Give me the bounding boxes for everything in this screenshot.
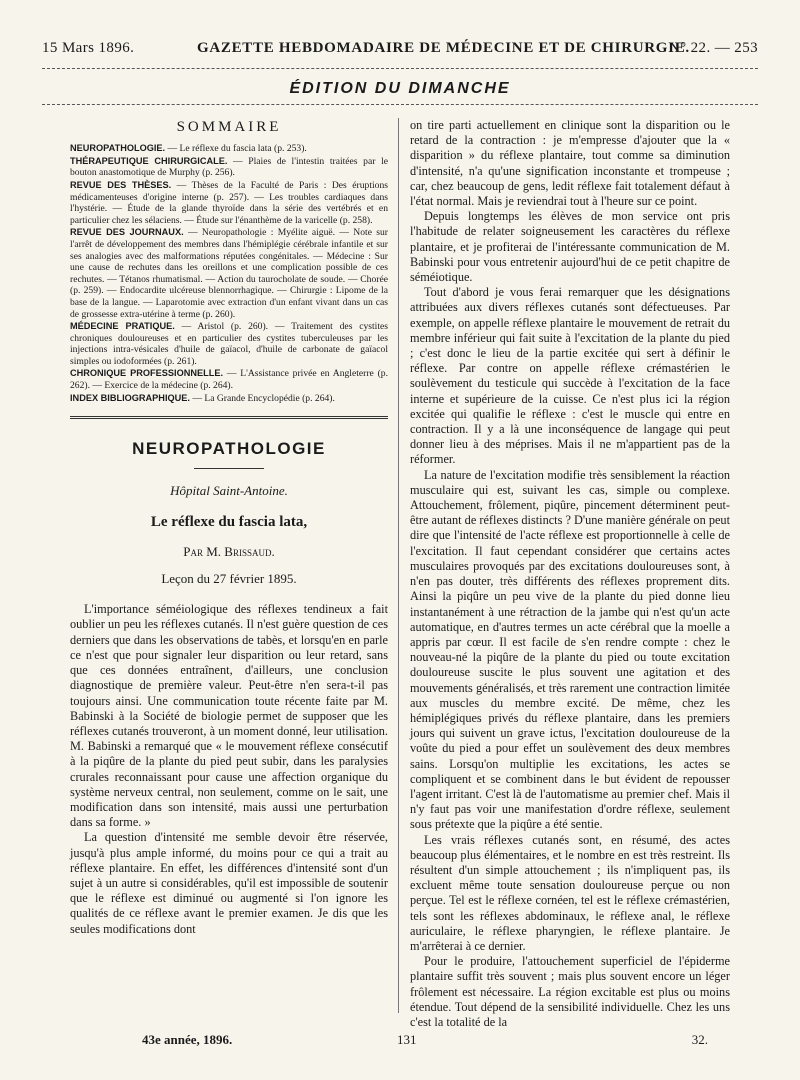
sommaire-key: REVUE DES JOURNAUX. [70, 227, 184, 238]
edition-title: ÉDITION DU DIMANCHE [289, 80, 511, 97]
article-body-left [70, 602, 388, 936]
paragraph: Pour le produire, l'attouchement superficiel de l'épiderme plantaire suffit très souvent ; mais plus souvent encore un léger frôlement est nécessaire. La région excitable est plus ou moins étendue. Tout dépend de la sensibilité individuelle. Chez les uns c'est la totalité de la [410, 954, 730, 1029]
paragraph: L'importance séméiologique des réflexes tendineux a fait oublier un peu les réflexes cutanés. Il n'est guère question de ces derniers que dans les observations de tabès, et lorsqu'en en parle ce n'est que pour signaler leur disparition ou leur retard, sans que ces données entraînent, d'ailleurs, une conclusion diagnostique de première valeur. Peut-être n'en sera-t-il pas toujours ainsi. Une communication toute récente faite par M. Babinski à la Société de biologie permet de supposer que les réflexes cutanés trouveront, à un moment donné, leur utilisation. M. Babinski a remarqué que « le mouvement réflexe consécutif à la piqûre de la plante du pied peut subir, dans les paralysies crurales reconnaissant pour cause une affection organique du système nerveux central, non seulement, comme on le sait, une modification dans son intensité, mais aussi une perturbation dans sa forme. » [70, 602, 388, 830]
lecture-date: Leçon du 27 février 1895. [161, 571, 297, 587]
sommaire-text: — Thèses de la Faculté de Paris : Des éruptions médicamenteuses d'origine interne (p. 257). — Les troubles cardiaques dans l'hystérie. — Étude de la glande thyroïde dans la série des vertébrés et en particulier chez les sélaciens. — Étude sur l'énanthème de la varicelle (p. 258). [70, 179, 388, 226]
sommaire-entry [70, 368, 388, 391]
journal-title: GAZETTE HEBDOMADAIRE DE MÉDECINE ET DE CHIRURGIE. [197, 40, 690, 56]
article-author: Par M. Brissaud. [183, 543, 275, 559]
sommaire-list [70, 143, 388, 404]
hospital-name: Hôpital Saint-Antoine. [170, 483, 288, 499]
volume-year: 43e année, 1896. [142, 1032, 233, 1047]
sommaire-text: — Neuropathologie : Myélite aiguë. — Note sur l'arrêt de développement des membres dans l'hémiplégie cérébrale infantile et sur ses analogies avec des malformations réputées congénitales. — Médecine : Sur une cause de rechutes dans les oreillons et une complication possible de ces rechutes. — Tétanos rhumatismal. — Action du taurocholate de soude. — Chorée (p. 259). — Endocardite ulcéreuse blennorrhagique. — Chirurgie : Lipome de la base de la langue. — Laparotomie avec extraction d'un enfant vivant dans un cas de grossesse extra-utérine à terme (p. 260). [70, 227, 389, 320]
sommaire-entry [70, 393, 388, 405]
sommaire-text: — L'Assistance privée en Angleterre (p. 262). — Exercice de la médecine (p. 264). [70, 368, 389, 392]
page-footer [42, 1032, 758, 1050]
section-divider [70, 416, 388, 419]
sommaire-entry [70, 143, 388, 155]
column-rule [398, 118, 399, 1013]
signature-number: 131 [397, 1032, 417, 1047]
short-rule [194, 468, 264, 469]
right-column [410, 118, 730, 1030]
sommaire-entry [70, 321, 388, 367]
sommaire-key: THÉRAPEUTIQUE CHIRURGICALE. [70, 155, 228, 166]
issue-date: 15 Mars 1896. [42, 40, 135, 56]
header-rule [42, 68, 758, 69]
sommaire-title: SOMMAIRE [176, 119, 282, 135]
sommaire-text: — La Grande Encyclopédie (p. 264). [189, 392, 335, 404]
sommaire-key: CHRONIQUE PROFESSIONNELLE. [70, 368, 224, 379]
sommaire-key: REVUE DES THÈSES. [70, 179, 172, 190]
article-title: Le réflexe du fascia lata, [150, 513, 308, 530]
sommaire-text: — Plaies de l'intestin traitées par le bouton anastomotique de Murphy (p. 256). [70, 155, 388, 179]
paragraph: La nature de l'excitation modifie très sensiblement la réaction musculaire qui est, suivant les cas, simple ou complexe. Attouchement, frôlement, piqûre, pincement déterminent peut-être autant de réflexes distincts ? D'une manière générale on peut dire que l'intensité de l'acte réflexe est proportionnelle à celle de l'excitation. Il faut cependant considérer que certains actes musculaires provoqués par des excitations douloureuses sont, à n'en pas douter, très différents des réflexes proprement dits. Ainsi la piqûre un peu vive de la plante du pied donne lieu instantanément à une rétraction de la jambe qui n'est qu'un acte automatique, en d'autres termes un acte cérébral que la moelle a appris par cœur. Il est facile de s'en rendre compte : chez le nouveau-né la piqûre de la plante du pied ou toute excitation douloureuse suscite le plus souvent une agitation et des mouvements généralisés, et très rarement une contraction limitée aux muscles du membre excité. De même, chez les hémiplégiques privés du réflexe plantaire, dans les premiers jours qui suivent un grave ictus, l'excitation douloureuse de la voûte du pied a pour effet un soulèvement des deux membres sains. Lorsqu'on multiplie les excitations, les actes se compliquent et se combinent dans le but évident de repousser l'agent irritant. C'est là de l'automatisme au premier chef. Mais il n'y faut pas voir une manifestation d'ordre réflexe, seulement sous prétexte que la piqûre a été sentie. [410, 467, 730, 832]
sommaire-key: NEUROPATHOLOGIE. [70, 143, 166, 154]
sommaire-key: MÉDECINE PRATIQUE. [70, 321, 175, 332]
sommaire-text: — Le réflexe du fascia lata (p. 253). [165, 143, 307, 155]
sommaire-entry [70, 156, 388, 179]
section-heading: NEUROPATHOLOGIE [132, 439, 326, 459]
edition-rule [42, 104, 758, 105]
sheet-number: 32. [691, 1032, 708, 1047]
paragraph: on tire parti actuellement en clinique sont la disparition ou le retard de la contraction : je m'empresse d'ajouter que la « disparition » du réflexe plantaire, tout comme sa diminution d'intensité, n'a qu'une signification inconstante et trompeuse ; car, chez beaucoup de gens, ledit réflexe fait totalement défaut à l'état normal. Mais je reviendrai tout à l'heure sur ce point. [410, 118, 730, 209]
page-header [42, 40, 758, 64]
sommaire-key: INDEX BIBLIOGRAPHIQUE. [70, 392, 190, 403]
sommaire-text: — Aristol (p. 260). — Traitement des cystites chroniques douloureuses et en particulier des cystites tuberculeuses par les injections intra-vésicales d'huile de gaïacol, d'huile de carbonate de gaïacol simples ou iodoformées (p. 261). [70, 321, 388, 367]
sommaire-entry [70, 180, 388, 226]
left-column [70, 118, 388, 937]
paragraph: Tout d'abord je vous ferai remarquer que les désignations attribuées aux divers réflexes cutanés sont défectueuses. Par exemple, on appelle réflexe plantaire le mouvement de retrait du membre inférieur qui fait suite à l'excitation de la plante du pied ; c'est donc le lieu de la partie excitée qui sert à définir le réflexe. Par contre on appelle réflexe crémastérien le soulèvement du testicule qui succède à l'excitation de la face interne et supérieure de la cuisse. Ce n'est plus ici la région excitée qui qualifie le réflexe : c'est le muscle qui entre en contraction. Il y a là une inconséquence de langage qui peut donner lieu à des méprises. Mais il ne m'appartient pas de la réformer. [410, 285, 730, 467]
sommaire-entry [70, 227, 388, 320]
issue-number: N° 22. — 253 [668, 40, 758, 56]
paragraph: Depuis longtemps les élèves de mon service ont pris l'habitude de relater soigneusement les caractères du réflexe plantaire, et je profiterai de l'intéressante communication de M. Babinski pour vous entretenir aujourd'hui de ce petit chapitre de séméiotique. [410, 209, 730, 285]
paragraph: Les vrais réflexes cutanés sont, en résumé, des actes beaucoup plus élémentaires, et le nombre en est très restreint. Ils résultent d'un simple attouchement ; ils n'impliquent pas, ils excluent même toute sensation douloureuse perçue ou non perçue. Tel est le réflexe cornéen, tel est le réflexe crémastérien, tels sont les réflexes abdominaux, le réflexe anal, le réflexe auriculaire, le réflexe pharyngien, le réflexe plantaire. Je m'arrêterai à ce dernier. [410, 832, 730, 953]
paragraph: La question d'intensité me semble devoir être réservée, jusqu'à plus ample informé, du moins pour ce qui a trait au réflexe plantaire. En effet, les différences d'intensité sont d'un sujet à un autre si considérables, qu'il est impossible de soutenir que le réflexe est diminué ou augmenté si l'on ignore les qualités de ce réflexe avant le premier examen. Je dis que les seules modifications dont [70, 830, 388, 936]
